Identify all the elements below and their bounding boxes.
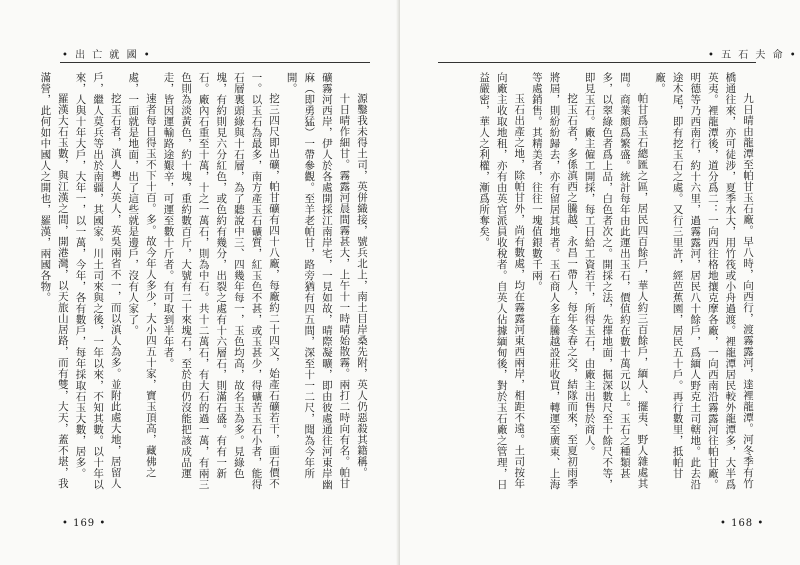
right-paragraph: 帕甘爲玉石總匯之區，居民四百餘戶，華人約三百餘戶，緬人、擺夷、野人雜處其間。商業頗爲繁盛。統計每年由此運出玉石，價值約在數十萬元以上。玉石之種類甚多，以翠綠色者爲上品，白色者次之。開採之法，先擇地面，掘深數尺至十餘尺不等，即見玉石。廠主僱工開採，每工日給工資若干，所得玉石，由廠主出售於商人。 <box>583 72 649 490</box>
right-page <box>400 0 800 565</box>
right-running-header: • 五 石 夫 命 • <box>708 50 798 61</box>
left-running-header: • 出 亡 就 國 • <box>62 50 152 61</box>
right-paragraph: 九日晴由龍潭至帕甘玉石廠。早八時，向西行，渡霧露河，達裡龍潭。河冬季有竹橋通往來，亦可徒涉，夏季水大，用竹筏或小舟過渡。裡龍潭居民較外龍潭多，大半爲英夷。裡龍潭後，道分爲二：一向西往格地攘克摩各廠，一向西南沿霧露河往帕甘廠。明德等乃西南行，約十六里，過霧露河，居民八十餘戶，爲緬人野克土司轄地。此去沿途木尾，即有挖玉石之處。又行三里許，經芭蕉園，居民五十戶。再行數里，抵帕甘廠。 <box>654 72 754 490</box>
left-paragraph: 十日晴作細甘。霧露河晨間霧甚大，上午十一時晴始散霧。兩打二時向有名。帕甘礦霧河西岸，伊人於各處開採江南岸宅，一見如故，晴際凝曠，即由彼處通往河東岸幽麻（即勇猛）一帶參觀。至羊老帕甘，路旁猶有四五間，深至十一二尺，聞為今年所開。 <box>285 72 351 490</box>
left-paragraph: 挖玉石者，滇人粵人英人，英吳兩省不一，而以滇人為多。並附此處大地，居留人戶，繼人莫兵等出於南疆，其國家。川土司來與之後，一年以來，不知其數。以十年以來，人與十年大戶，大年一，以一萬，今年，各有數戶，每年採取石玉大數，居多。 <box>74 72 122 490</box>
left-page-number: • 169 • <box>62 518 107 529</box>
left-paragraph: 羅漢大石玉數，與江漢之間，開港灣，以天旅山居路，而有雙，大天，蓋不堪，我滿營，此何如中國人之開也，羅漢，兩國各物。 <box>39 72 69 489</box>
right-paragraph: 玉石出產之地，除帕甘外，尚有數處，均在霧露河東西兩岸，相距不遠。土司按年向廠主收取地租，亦有由英官派員收稅者。自英人佔據緬甸後，對於玉石廠之管理，日益嚴密，華人之利權，漸爲所奪矣。 <box>478 72 526 490</box>
left-paragraph: 源鑿我未得土司，英併織接，號兵北上，南土目岸桑先附，英人仍惡殺其籍稱。 <box>356 93 368 478</box>
left-header-rule <box>60 62 370 63</box>
left-paragraph: 速者每日得玉不下十百。多。故今年人多少，大小四五十家，寶玉頂高，藏佛之處，一面就是地面，出了這些就是邊戶，沒有人家了。 <box>127 72 157 478</box>
right-header-rule <box>438 62 756 63</box>
right-paragraph: 挖玉石者，多係滇西之騰越、永昌一帶人，每年冬春之交，結隊而來，至夏初雨季將屆，則紛紛歸去，亦有留居其地者。玉石商人多在騰越設莊收買，轉運至廣東、上海等處銷售。其精美者，往往一塊值銀數千兩。 <box>530 72 579 490</box>
right-text-block <box>438 72 756 492</box>
left-paragraph: 挖三四尺即出礦，帕甘礦有四十八廠，每廠約二十四文，始產石礦若干，面石價不一。以玉石為最多，南方產玉石礦質，紅玉色不甚，或玉甚少，得礦苦玉石小者，能得石層裏頭綠與十石層，為了聽說中三、四幾年每一，玉色均高，故名玉為多。見綠色塊，有約則見六分紅色，或色約有幾分，出裂之處有十六層石，則滿石盛。有有一新石。廠內石重至十萬，十之一萬石，則為中石。共十二萬石，有大石的過一萬，有兩三色則為淡黃色，約十塊，重約數百斤，大號有二十來塊石，至於由仍沒能把該成品運走，皆因運輸路途艱辛，可運至數十斤者。有可取到半年者。 <box>162 72 281 490</box>
left-text-block <box>39 72 370 492</box>
right-page-number: • 168 • <box>720 518 765 529</box>
